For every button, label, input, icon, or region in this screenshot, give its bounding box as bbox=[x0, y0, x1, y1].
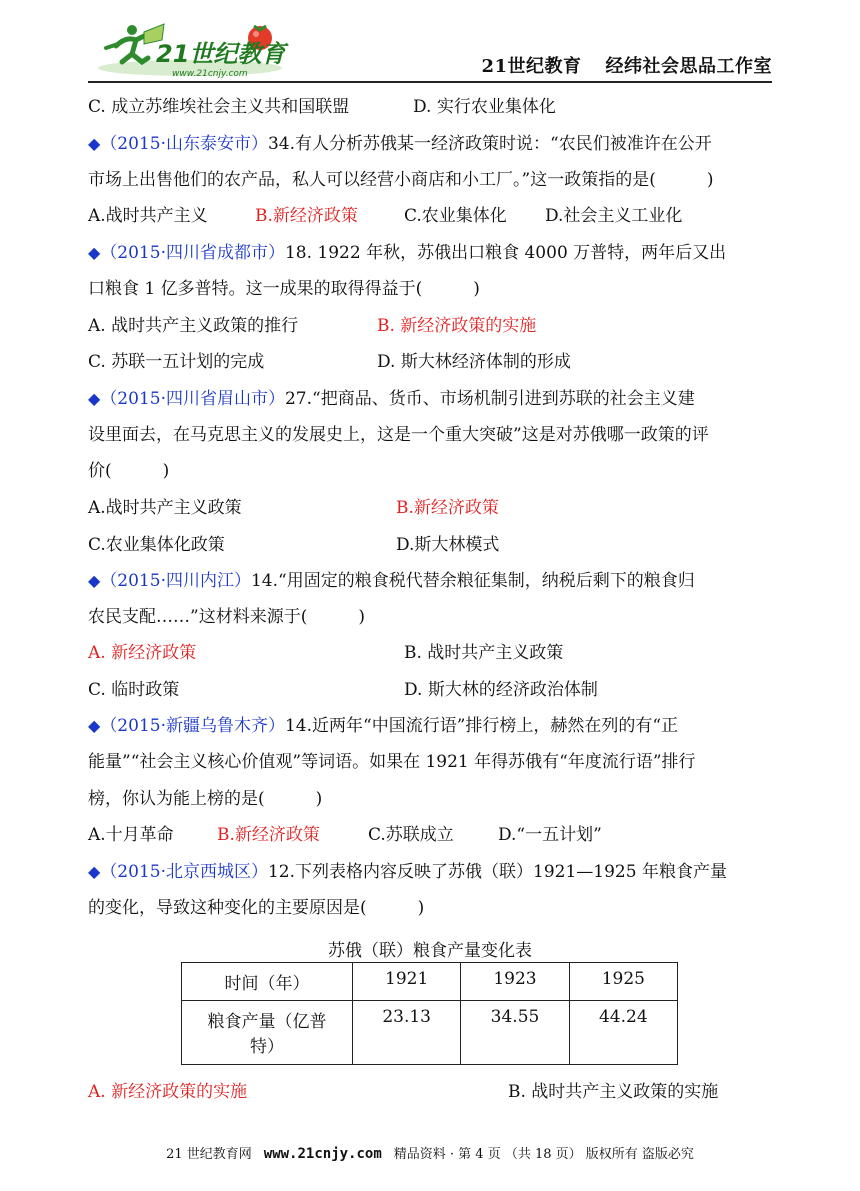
diamond-bullet-icon: ◆ bbox=[88, 134, 101, 153]
table-value-1923: 34.55 bbox=[461, 1001, 569, 1065]
diamond-bullet-icon: ◆ bbox=[88, 716, 101, 735]
table-caption: 苏俄（联）粮食产量变化表 bbox=[328, 941, 532, 961]
q5-source: （2015·新疆乌鲁木齐） bbox=[100, 716, 285, 736]
svg-text:www.21cnjy.com: www.21cnjy.com bbox=[172, 69, 248, 79]
table-header-label: 时间（年） bbox=[182, 963, 353, 1001]
q1-option-c: C.农业集体化 bbox=[404, 206, 507, 226]
q2-option-b-answer: B. 新经济政策的实施 bbox=[377, 316, 537, 336]
q0-option-d: D. 实行农业集体化 bbox=[413, 97, 556, 117]
q4-stem-line1: ◆（2015·四川内江）14.“用固定的粮食税代替余粮征集制，纳税后剩下的粮食归 bbox=[88, 571, 695, 591]
table-value-1925: 44.24 bbox=[569, 1001, 677, 1065]
diamond-bullet-icon: ◆ bbox=[88, 862, 101, 881]
q1-stem-line2: 市场上出售他们的农产品，私人可以经营小商店和小工厂。”这一政策指的是( ) bbox=[88, 170, 714, 190]
svg-text:21世纪教育: 21世纪教育 bbox=[156, 40, 286, 68]
q6-stem-line1: ◆（2015·北京西城区）12.下列表格内容反映了苏俄（联）1921—1925 年粮食产量 bbox=[88, 862, 727, 882]
q1-option-b-answer: B.新经济政策 bbox=[255, 206, 358, 226]
page-footer bbox=[0, 1143, 860, 1162]
q1-stem-line1: ◆（2015·山东泰安市）34.有人分析苏俄某一经济政策时说：“农民们被准许在公开 bbox=[88, 134, 712, 154]
q5-option-c: C.苏联成立 bbox=[368, 825, 454, 845]
diamond-bullet-icon: ◆ bbox=[88, 571, 101, 590]
q6-option-a-answer: A. 新经济政策的实施 bbox=[88, 1082, 248, 1102]
q0-option-c: C. 成立苏维埃社会主义共和国联盟 bbox=[88, 97, 350, 117]
q4-stem-line2: 农民支配……”这材料来源于( ) bbox=[88, 607, 365, 627]
q4-option-b: B. 战时共产主义政策 bbox=[404, 643, 564, 663]
table-value-1921: 23.13 bbox=[353, 1001, 461, 1065]
table-row-label: 粮食产量（亿普 特） bbox=[182, 1001, 353, 1065]
header-org: 21世纪教育 bbox=[481, 56, 582, 77]
q3-source: （2015·四川省眉山市） bbox=[100, 389, 285, 409]
q5-option-a: A.十月革命 bbox=[88, 825, 174, 845]
header-divider bbox=[88, 81, 772, 83]
q5-stem-line1: ◆（2015·新疆乌鲁木齐）14.近两年“中国流行语”排行榜上，赫然在列的有“正 bbox=[88, 716, 679, 736]
q5-option-d: D.“一五计划” bbox=[498, 825, 602, 845]
q5-option-b-answer: B.新经济政策 bbox=[217, 825, 320, 845]
q3-option-a: A.战时共产主义政策 bbox=[88, 498, 242, 518]
q5-stem-line3: 榜，你认为能上榜的是( ) bbox=[88, 789, 323, 809]
q6-option-b: B. 战时共产主义政策的实施 bbox=[508, 1082, 719, 1102]
footer-right: 精品资料 · 第 4 页 （共 18 页） 版权所有 盗版必究 bbox=[393, 1147, 694, 1162]
q2-option-d: D. 斯大林经济体制的形成 bbox=[377, 352, 571, 372]
q2-stem-line2: 口粮食 1 亿多普特。这一成果的取得得益于( ) bbox=[88, 279, 480, 299]
q5-stem-line2: 能量”“社会主义核心价值观”等词语。如果在 1921 年得苏俄有“年度流行语”排行 bbox=[88, 752, 696, 772]
q2-option-c: C. 苏联一五计划的完成 bbox=[88, 352, 265, 372]
q6-source: （2015·北京西城区） bbox=[100, 862, 268, 882]
q4-source: （2015·四川内江） bbox=[100, 571, 251, 591]
site-logo[interactable] bbox=[92, 18, 292, 82]
q3-stem-line1: ◆（2015·四川省眉山市）27.“把商品、货币、市场机制引进到苏联的社会主义建 bbox=[88, 389, 695, 409]
q3-option-b-answer: B.新经济政策 bbox=[396, 498, 499, 518]
footer-site-link[interactable]: www.21cnjy.com bbox=[263, 1146, 382, 1162]
q1-option-d: D.社会主义工业化 bbox=[545, 206, 683, 226]
table-header-row bbox=[182, 963, 678, 1001]
q2-option-a: A. 战时共产主义政策的推行 bbox=[88, 316, 299, 336]
table-year-1923: 1923 bbox=[461, 963, 569, 1001]
header-title bbox=[481, 52, 772, 78]
footer-left: 21 世纪教育网 bbox=[166, 1147, 252, 1162]
q4-option-c: C. 临时政策 bbox=[88, 680, 180, 700]
q3-option-c: C.农业集体化政策 bbox=[88, 535, 225, 555]
q1-source: （2015·山东泰安市） bbox=[100, 134, 268, 154]
runner-icon bbox=[106, 25, 148, 62]
q1-option-a: A.战时共产主义 bbox=[88, 206, 208, 226]
q2-stem-line1: ◆（2015·四川省成都市）18. 1922 年秋，苏俄出口粮食 4000 万普特，两年后又出 bbox=[88, 243, 727, 263]
q3-stem-line2: 设里面去，在马克思主义的发展史上，这是一个重大突破”这是对苏俄哪一政策的评 bbox=[88, 425, 709, 445]
table-year-1921: 1921 bbox=[353, 963, 461, 1001]
q4-option-a-answer: A. 新经济政策 bbox=[88, 643, 197, 663]
grain-output-table bbox=[181, 962, 678, 1065]
q6-stem-line2: 的变化，导致这种变化的主要原因是( ) bbox=[88, 898, 425, 918]
q4-option-d: D. 斯大林的经济政治体制 bbox=[404, 680, 598, 700]
diamond-bullet-icon: ◆ bbox=[88, 243, 101, 262]
q3-option-d: D.斯大林模式 bbox=[396, 535, 500, 555]
q3-stem-line3: 价( ) bbox=[88, 461, 170, 481]
diamond-bullet-icon: ◆ bbox=[88, 389, 101, 408]
table-row bbox=[182, 1001, 678, 1065]
q2-source: （2015·四川省成都市） bbox=[100, 243, 285, 263]
header-studio: 经纬社会思品工作室 bbox=[605, 56, 772, 77]
table-year-1925: 1925 bbox=[569, 963, 677, 1001]
